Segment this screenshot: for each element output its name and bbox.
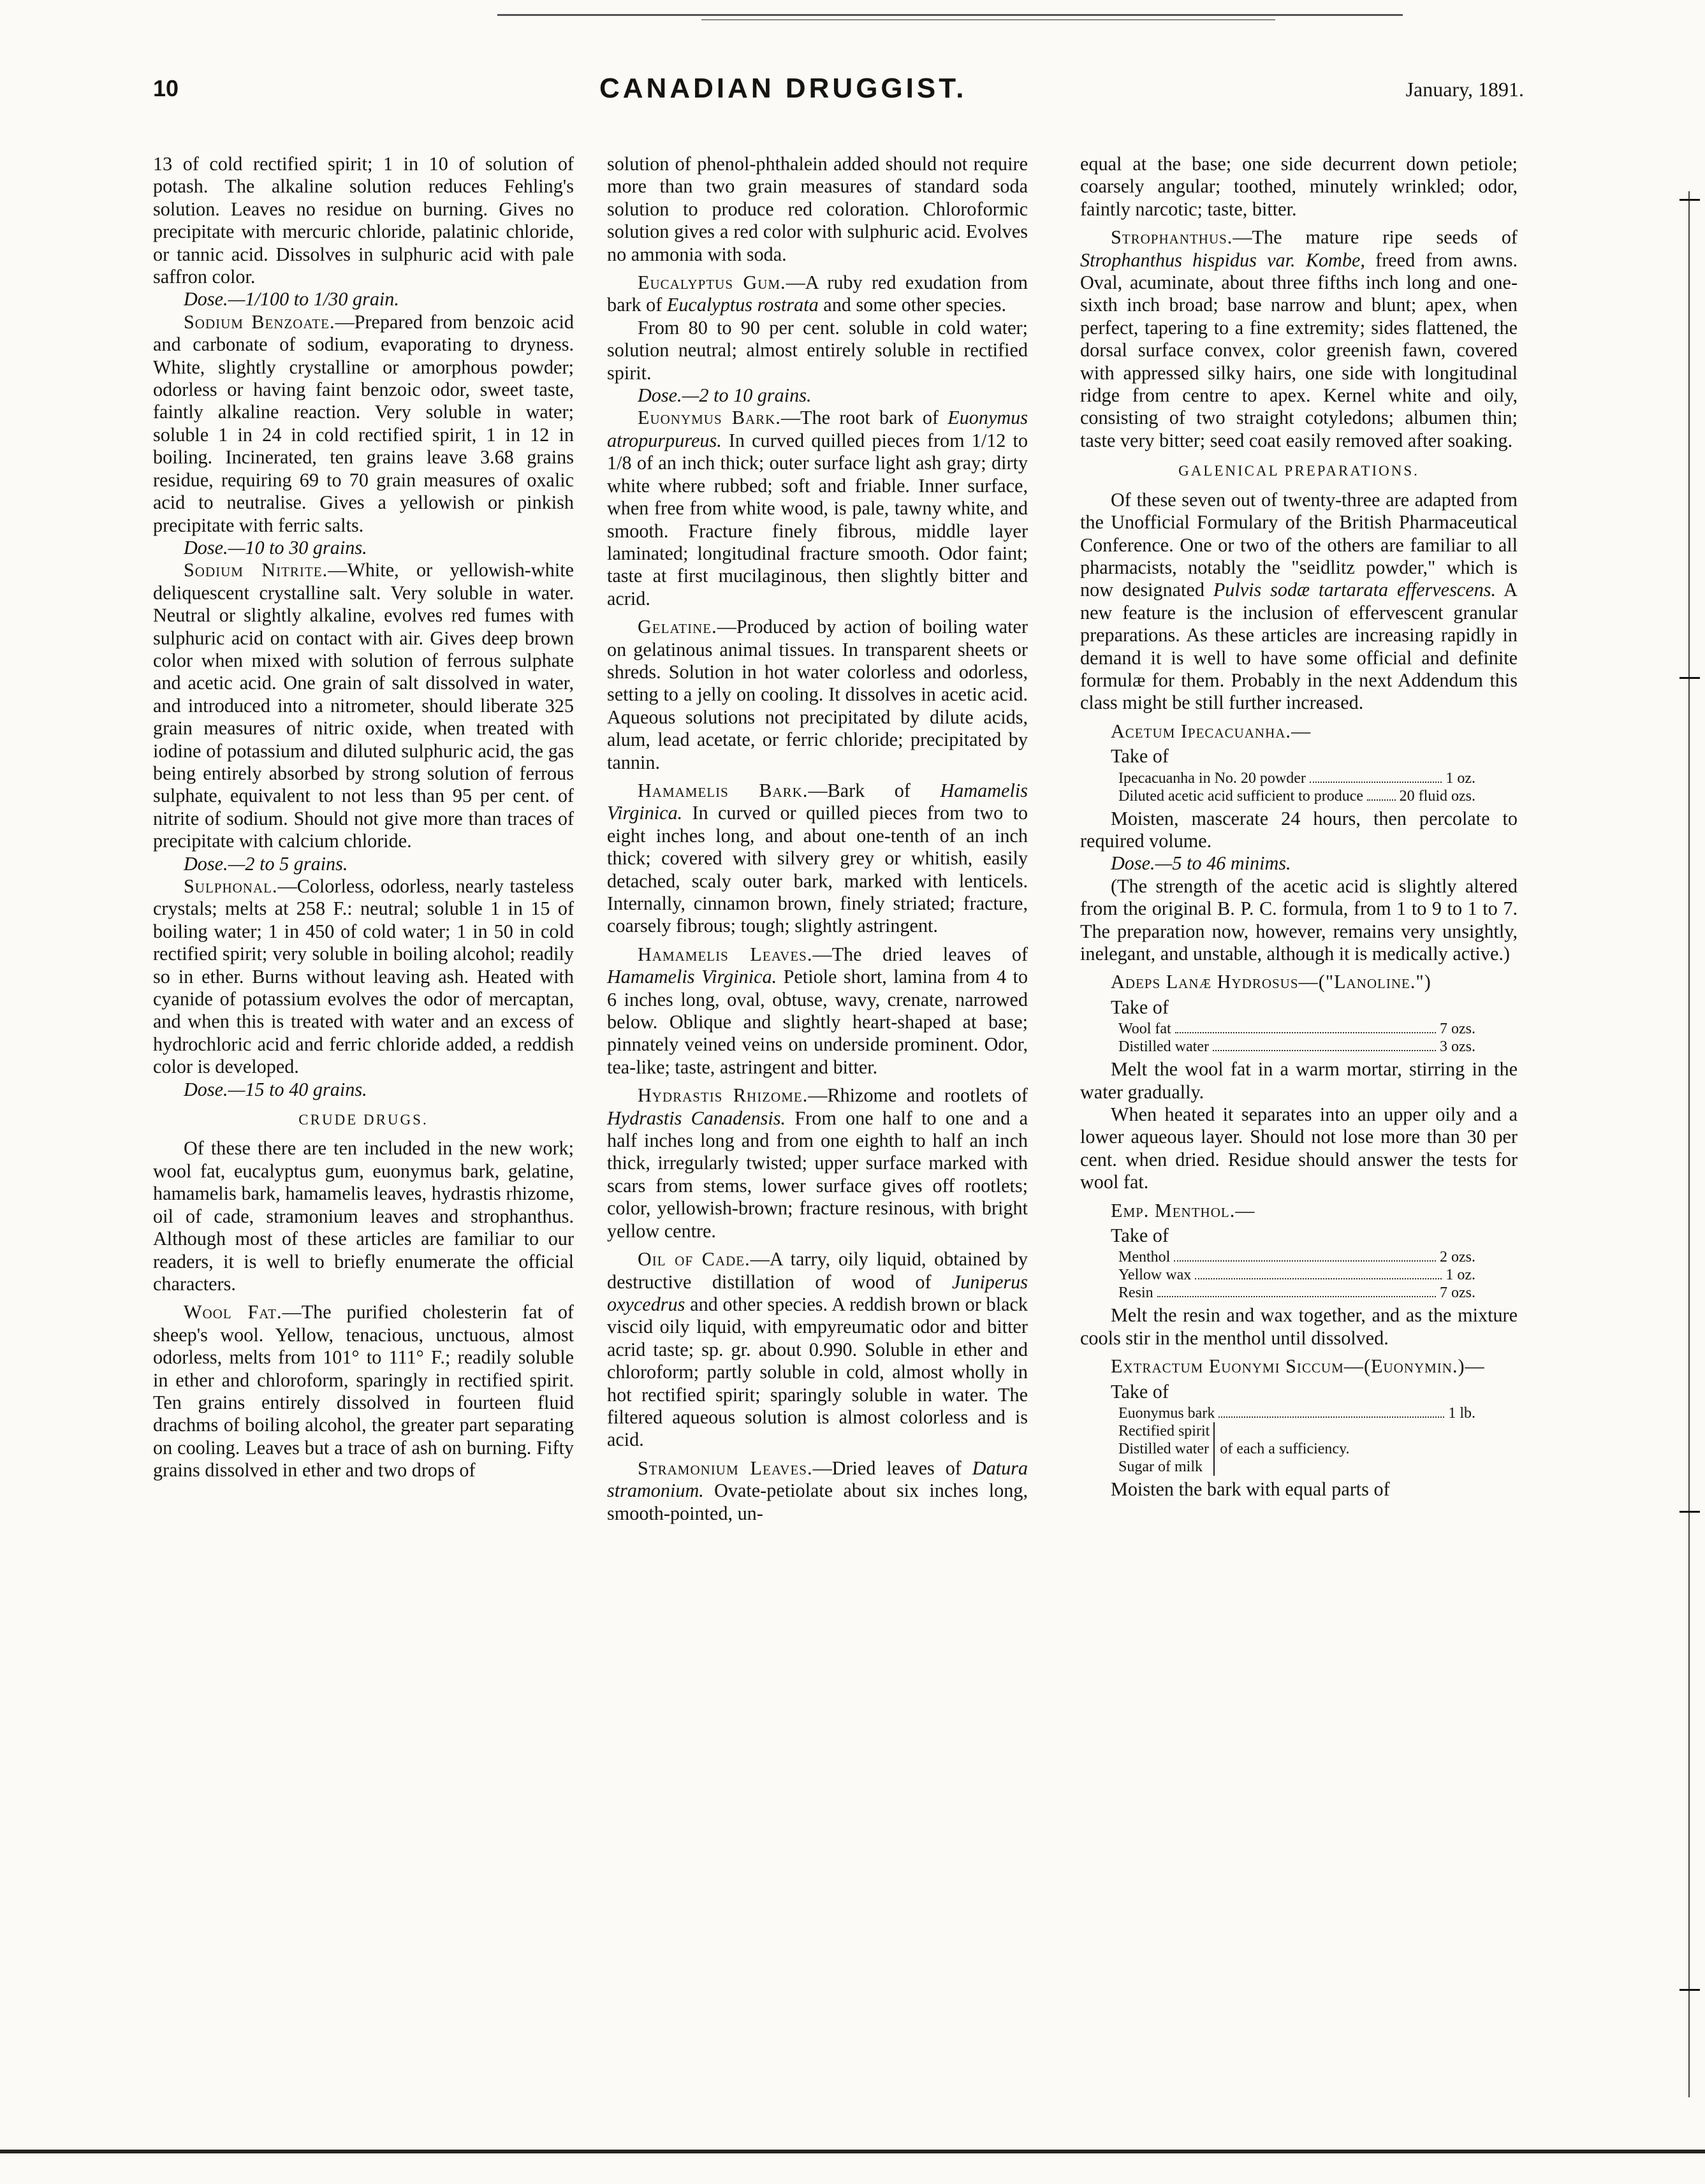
recipe-row xyxy=(1118,1038,1475,1056)
recipe-row xyxy=(1118,1266,1475,1284)
species-name: Hamamelis Virginica. xyxy=(607,966,777,988)
recipe-emp-menthol xyxy=(1118,1248,1475,1302)
paragraph: solution of phenol-phthalein added should not require more than two grain measures of standard soda solution to produce red coloration. Chloroformic solution gives a red color with sulphuric acid. Evolves no ammonia with soda. xyxy=(607,153,1028,265)
margin-mark xyxy=(1679,1989,1700,1991)
column-1 xyxy=(153,153,574,1482)
ingredient: Distilled water xyxy=(1118,1441,1209,1458)
ingredient: Ipecacuanha in No. 20 powder xyxy=(1118,769,1306,787)
entry-text: —The dried leaves of xyxy=(812,943,1028,965)
recipe-row xyxy=(1118,769,1475,787)
recipe-row xyxy=(1118,1284,1475,1302)
recipe-extractum xyxy=(1118,1404,1475,1476)
entry-euonymus-bark xyxy=(607,407,1028,610)
entry-gelatine xyxy=(607,616,1028,774)
paragraph: 13 of cold rectified spirit; 1 in 10 of solution of potash. The alkaline solution reduces Fehling's solution. Leaves no residue on burning. Gives no precipitate with mercuric chloride, palatinic chloride, or tannic acid. Dissolves in sulphuric acid with pale saffron color. xyxy=(153,153,574,288)
entry-text: A new feature is the inclusion of effervescent granular preparations. As these articles are increasing rapidly in demand it is well to have some official and definite formulæ for them. Probably in the next Addendum this class might be still further increased. xyxy=(1080,579,1518,714)
entry-sodium-benzoate xyxy=(153,311,574,537)
entry-hydrastis-rhizome xyxy=(607,1084,1028,1242)
ingredient: Menthol xyxy=(1118,1249,1171,1266)
issue-date: January, 1891. xyxy=(1405,78,1524,101)
quantity: 7 ozs. xyxy=(1440,1285,1475,1302)
quantity: 20 fluid ozs. xyxy=(1399,787,1475,804)
ingredient: Distilled water xyxy=(1118,1038,1209,1056)
margin-mark xyxy=(1679,199,1700,201)
species-name: Strophanthus hispidus var. Kombe, xyxy=(1080,249,1365,271)
entry-heading: Eucalyptus Gum. xyxy=(638,272,786,294)
paragraph: equal at the base; one side decurrent down petiole; coarsely angular; toothed, minutely wrinkled; odor, faintly narcotic; taste, bitter. xyxy=(1080,153,1518,220)
take-of-label: Take of xyxy=(1111,1380,1169,1402)
species-name: Juniperus oxycedrus xyxy=(607,1270,1028,1315)
right-margin-rule xyxy=(1688,191,1690,2097)
entry-heading-extractum xyxy=(1080,1355,1518,1378)
entry-heading: Adeps Lanæ Hydrosus—("Lanoline.") xyxy=(1111,971,1431,993)
recipe-adeps xyxy=(1118,1020,1475,1056)
entry-text: —Bark of xyxy=(808,779,940,801)
entry-heading: Acetum Ipecacuanha.— xyxy=(1111,720,1312,742)
entry-heading: Hamamelis Bark. xyxy=(638,779,809,801)
column-2 xyxy=(607,153,1028,1525)
entry-text: and other species. A reddish brown or black viscid oily liquid, with empyreumatic odor and bitter acrid taste; sp. gr. about 0.990. Soluble in ether and chloroform; partly soluble in cold, almost wholly in hot rectified spirit; sparingly soluble in water. The filtered aqueous solution is almost colorless and is acid. xyxy=(607,1293,1028,1451)
entry-text: —Dried leaves of xyxy=(812,1457,972,1479)
quantity: of each a sufficiency. xyxy=(1220,1441,1350,1458)
paragraph: Melt the wool fat in a warm mortar, stirring in the water gradually. xyxy=(1080,1058,1518,1103)
entry-text: —Prepared from benzoic acid and carbonate of sodium, evaporating to dryness. White, slightly crystalline or amorphous powder; odorless or having faint benzoic odor, sweet taste, faintly alkaline reaction. Very soluble in water; soluble 1 in 24 in cold rectified spirit, 1 in 12 in boiling. Incinerated, ten grains leave 3.68 grains residue, requiring 69 to 70 grain measures of oxalic acid to neutralise. Gives a yellowish or pinkish precipitate with ferric salts. xyxy=(153,310,574,536)
entry-heading: Gelatine. xyxy=(638,616,717,638)
quantity: 2 ozs. xyxy=(1440,1249,1475,1266)
entry-heading: Stramonium Leaves. xyxy=(638,1457,813,1479)
paragraph-note: (The strength of the acetic acid is slightly altered from the original B. P. C. formula, from 1 to 9 to 1 to 7. The preparation now, however, remains very unsightly, inelegant, and unstable, although it is medically active.) xyxy=(1080,875,1518,965)
entry-heading-acetum xyxy=(1080,720,1518,743)
paragraph: When heated it separates into an upper oily and a lower aqueous layer. Should not lose more than 30 per cent. when dried. Residue should answer the tests for wool fat. xyxy=(1080,1103,1518,1193)
page-number: 10 xyxy=(153,75,179,101)
entry-strophanthus xyxy=(1080,226,1518,452)
paragraph: Of these there are ten included in the new work; wool fat, eucalyptus gum, euonymus bark, gelatine, hamamelis bark, hamamelis leaves, hydrastis rhizome, oil of cade, stramonium leaves and strophanthus. Although most of these articles are familiar to our readers, it is well to briefly enumerate the official characters. xyxy=(153,1137,574,1295)
entry-wool-fat xyxy=(153,1301,574,1481)
entry-heading: Strophanthus. xyxy=(1111,226,1233,249)
preparation-name: Pulvis sodæ tartarata effervescens. xyxy=(1213,579,1496,601)
publication-title: CANADIAN DRUGGIST. xyxy=(599,73,967,104)
quantity: 1 lb. xyxy=(1448,1405,1475,1422)
entry-heading: Emp. Menthol.— xyxy=(1111,1199,1255,1221)
entry-text: In curved quilled pieces from 1/12 to 1/8 of an inch thick; outer surface light ash gray; dirty white where rubbed; soft and friable. Inner surface, when free from white wood, is pale, tawny white, and smooth. Fracture finely fibrous, middle layer laminated; longitudinal fracture smooth. Odor faint; taste at first mucilaginous, then slightly bitter and acrid. xyxy=(607,429,1028,609)
entry-text: —A ruby red exudation from bark of xyxy=(607,272,1028,316)
dose-line: Dose.—1/100 to 1/30 grain. xyxy=(184,288,399,310)
take-of-label: Take of xyxy=(1111,1225,1169,1247)
species-name: Hamamelis Virginica. xyxy=(607,779,1028,824)
ingredient: Euonymus bark xyxy=(1118,1405,1215,1422)
entry-text: From one half to one and a half inches long and from one eighth to half an inch thick, irregularly twisted; upper surface marked with scars from stems, lower surface gives off rootlets; color, yellowish-brown; fracture resinous, with bright yellow centre. xyxy=(607,1107,1028,1242)
entry-eucalyptus-gum xyxy=(607,272,1028,317)
entry-text: and some other species. xyxy=(818,294,1006,316)
recipe-row xyxy=(1118,1248,1475,1266)
entry-text: —Rhizome and rootlets of xyxy=(808,1084,1028,1107)
ingredient: Yellow wax xyxy=(1118,1267,1192,1284)
quantity: 3 ozs. xyxy=(1440,1038,1475,1056)
entry-text: Ovate-petiolate about six inches long, smooth-pointed, un- xyxy=(607,1480,1028,1524)
top-rule-secondary xyxy=(701,19,1275,20)
entry-text: Of these seven out of twenty-three are adapted from the Unofficial Formulary of the British Pharmaceutical Conference. One or two of the others are familiar to all pharmacists, notably the "seidlitz powder," which is now designated xyxy=(1080,488,1518,601)
margin-mark xyxy=(1679,677,1700,679)
entry-text: —White, or yellowish-white deliquescent crystalline salt. Very soluble in water. Neutral or slightly alkaline, evolves red fumes with sulphuric acid on contact with air. Gives deep brown color when mixed with solution of ferrous sulphate and acetic acid. One grain of salt dissolved in water, and introduced into a nitrometer, should liberate 325 grain measures of nitric oxide, when treated with iodine of potassium and diluted sulphuric acid, the gas being entirely absorbed by strong solution of ferrous sulphate, equivalent to not less than 95 per cent. of nitrite of sodium. Should not give more than traces of precipitate with calcium chloride. xyxy=(153,559,574,852)
entry-heading-adeps xyxy=(1080,971,1518,993)
section-heading-crude-drugs: CRUDE DRUGS. xyxy=(298,1112,428,1128)
margin-mark xyxy=(1679,1511,1700,1513)
entry-text: freed from awns. Oval, acuminate, about three fifths inch long and one-sixth inch broad; base narrow and blunt; apex, when perfect, tapering to a fine extremity; sides flattened, the dorsal surface convex, color greenish fawn, covered with appressed silky hairs, one side with longitudinal ridge from centre to apex. Kernel white and oily, consisting of two straight cotyledons; albumen thin; taste very bitter; seed coat easily removed after soaking. xyxy=(1080,249,1518,451)
ingredient: Diluted acetic acid sufficient to produce xyxy=(1118,787,1364,804)
ingredient: Resin xyxy=(1118,1285,1153,1302)
entry-heading: Sodium Nitrite. xyxy=(184,559,328,581)
entry-stramonium-leaves xyxy=(607,1457,1028,1525)
entry-heading: Euonymus Bark. xyxy=(638,407,781,429)
ingredient: Wool fat xyxy=(1118,1021,1171,1038)
section-heading-galenical: GALENICAL PREPARATIONS. xyxy=(1178,463,1419,479)
entry-heading-emp-menthol xyxy=(1080,1200,1518,1222)
top-rule xyxy=(497,14,1403,16)
dose-line: Dose.—2 to 5 grains. xyxy=(184,852,348,875)
entry-heading: Extractum Euonymi Siccum—(Euonymin.)— xyxy=(1111,1355,1485,1378)
entry-text: —Colorless, odorless, nearly tasteless crystals; melts at 258 F.: neutral; soluble 1 in 15 of boiling water; 1 in 450 of cold water; 1 in 50 in cold rectified spirit; very soluble in boiling alcohol; readily so in ether. Burns without leaving ash. Heated with cyanide of potassium evolves the odor of mercaptan, and when this is treated with water and an excess of hydrochloric acid and ferric chloride added, a reddish color is developed. xyxy=(153,875,574,1078)
dose-line: Dose.—15 to 40 grains. xyxy=(184,1078,367,1100)
ingredient: Sugar of milk xyxy=(1118,1459,1203,1476)
species-name: Hydrastis Canadensis. xyxy=(607,1107,786,1129)
entry-heading: Oil of Cade. xyxy=(638,1248,750,1270)
recipe-row xyxy=(1118,787,1475,805)
dose-line: Dose.—2 to 10 grains. xyxy=(638,384,812,407)
paragraph xyxy=(1080,489,1518,715)
take-of-label: Take of xyxy=(1111,996,1169,1018)
paragraph: Moisten the bark with equal parts of xyxy=(1111,1478,1390,1501)
entry-heading: Wool Fat. xyxy=(184,1301,282,1323)
entry-hamamelis-leaves xyxy=(607,943,1028,1079)
recipe-acetum xyxy=(1118,769,1475,805)
species-name: Datura stramonium. xyxy=(607,1457,1028,1502)
dose-line: Dose.—10 to 30 grains. xyxy=(184,536,367,558)
paragraph: From 80 to 90 per cent. soluble in cold water; solution neutral; almost entirely soluble in rectified spirit. xyxy=(607,316,1028,384)
entry-heading: Hamamelis Leaves. xyxy=(638,943,813,965)
entry-text: Petiole short, lamina from 4 to 6 inches long, oval, obtuse, wavy, crenate, narrowed below. Oblique and slightly heart-shaped at base; pinnately veined veins on underside prominent. Odor, tea-like; taste, astringent and bitter. xyxy=(607,966,1028,1078)
ingredient: Rectified spirit xyxy=(1118,1423,1210,1440)
page-header xyxy=(153,75,1524,120)
recipe-row xyxy=(1118,1020,1475,1038)
species-name: Euonymus atropurpureus. xyxy=(607,407,1028,451)
entry-heading: Hydrastis Rhizome. xyxy=(638,1084,809,1107)
entry-text: In curved or quilled pieces from two to eight inches long, and about one-tenth of an inch thick; covered with silvery grey or whitish, easily detached, scaly outer bark, marked with lenticels. Internally, cinnamon brown, finely striated; fracture, coarsely fibrous; tough; slightly astringent. xyxy=(607,802,1028,937)
quantity: 1 oz. xyxy=(1445,769,1475,787)
quantity: 7 ozs. xyxy=(1440,1021,1475,1038)
entry-text: —A tarry, oily liquid, obtained by destructive distillation of wood of xyxy=(607,1248,1028,1293)
entry-hamamelis-bark xyxy=(607,780,1028,938)
quantity: 1 oz. xyxy=(1445,1267,1475,1284)
entry-text: —The mature ripe seeds of xyxy=(1233,226,1518,249)
bottom-rule xyxy=(0,2150,1705,2153)
entry-sulphonal xyxy=(153,875,574,1079)
recipe-group xyxy=(1118,1422,1475,1476)
recipe-row xyxy=(1118,1404,1475,1422)
entry-heading: Sodium Benzoate. xyxy=(184,310,335,333)
species-name: Eucalyptus rostrata xyxy=(666,294,819,316)
recipe-group-items xyxy=(1118,1422,1215,1476)
column-3 xyxy=(1080,153,1518,1501)
dose-line: Dose.—5 to 46 minims. xyxy=(1111,852,1291,875)
entry-heading: Sulphonal. xyxy=(184,875,278,897)
paragraph: Melt the resin and wax together, and as the mixture cools stir in the menthol until dissolved. xyxy=(1080,1304,1518,1349)
entry-oil-of-cade xyxy=(607,1248,1028,1452)
entry-text: —The root bark of xyxy=(780,407,948,429)
paragraph: Moisten, mascerate 24 hours, then percolate to required volume. xyxy=(1080,807,1518,852)
entry-text: —The purified cholesterin fat of sheep's wool. Yellow, tenacious, unctuous, almost odorless, melts from 101° to 111° F.; readily soluble in ether and chloroform, sparingly in rectified spirit. Ten grains entirely dissolved in fourteen fluid drachms of boiling alcohol, the greater part separating on cooling. Leaves but a trace of ash on burning. Fifty grains dissolved in ether and two drops of xyxy=(153,1301,574,1481)
entry-text: —Produced by action of boiling water on gelatinous animal tissues. In transparent sheets or shreds. Solution in hot water colorless and odorless, setting to a jelly on cooling. It dissolves in acetic acid. Aqueous solutions not precipitated by dilute acids, alum, lead acetate, or ferric chloride; precipitated by tannin. xyxy=(607,616,1028,773)
entry-sodium-nitrite xyxy=(153,559,574,852)
take-of-label: Take of xyxy=(1111,745,1169,768)
